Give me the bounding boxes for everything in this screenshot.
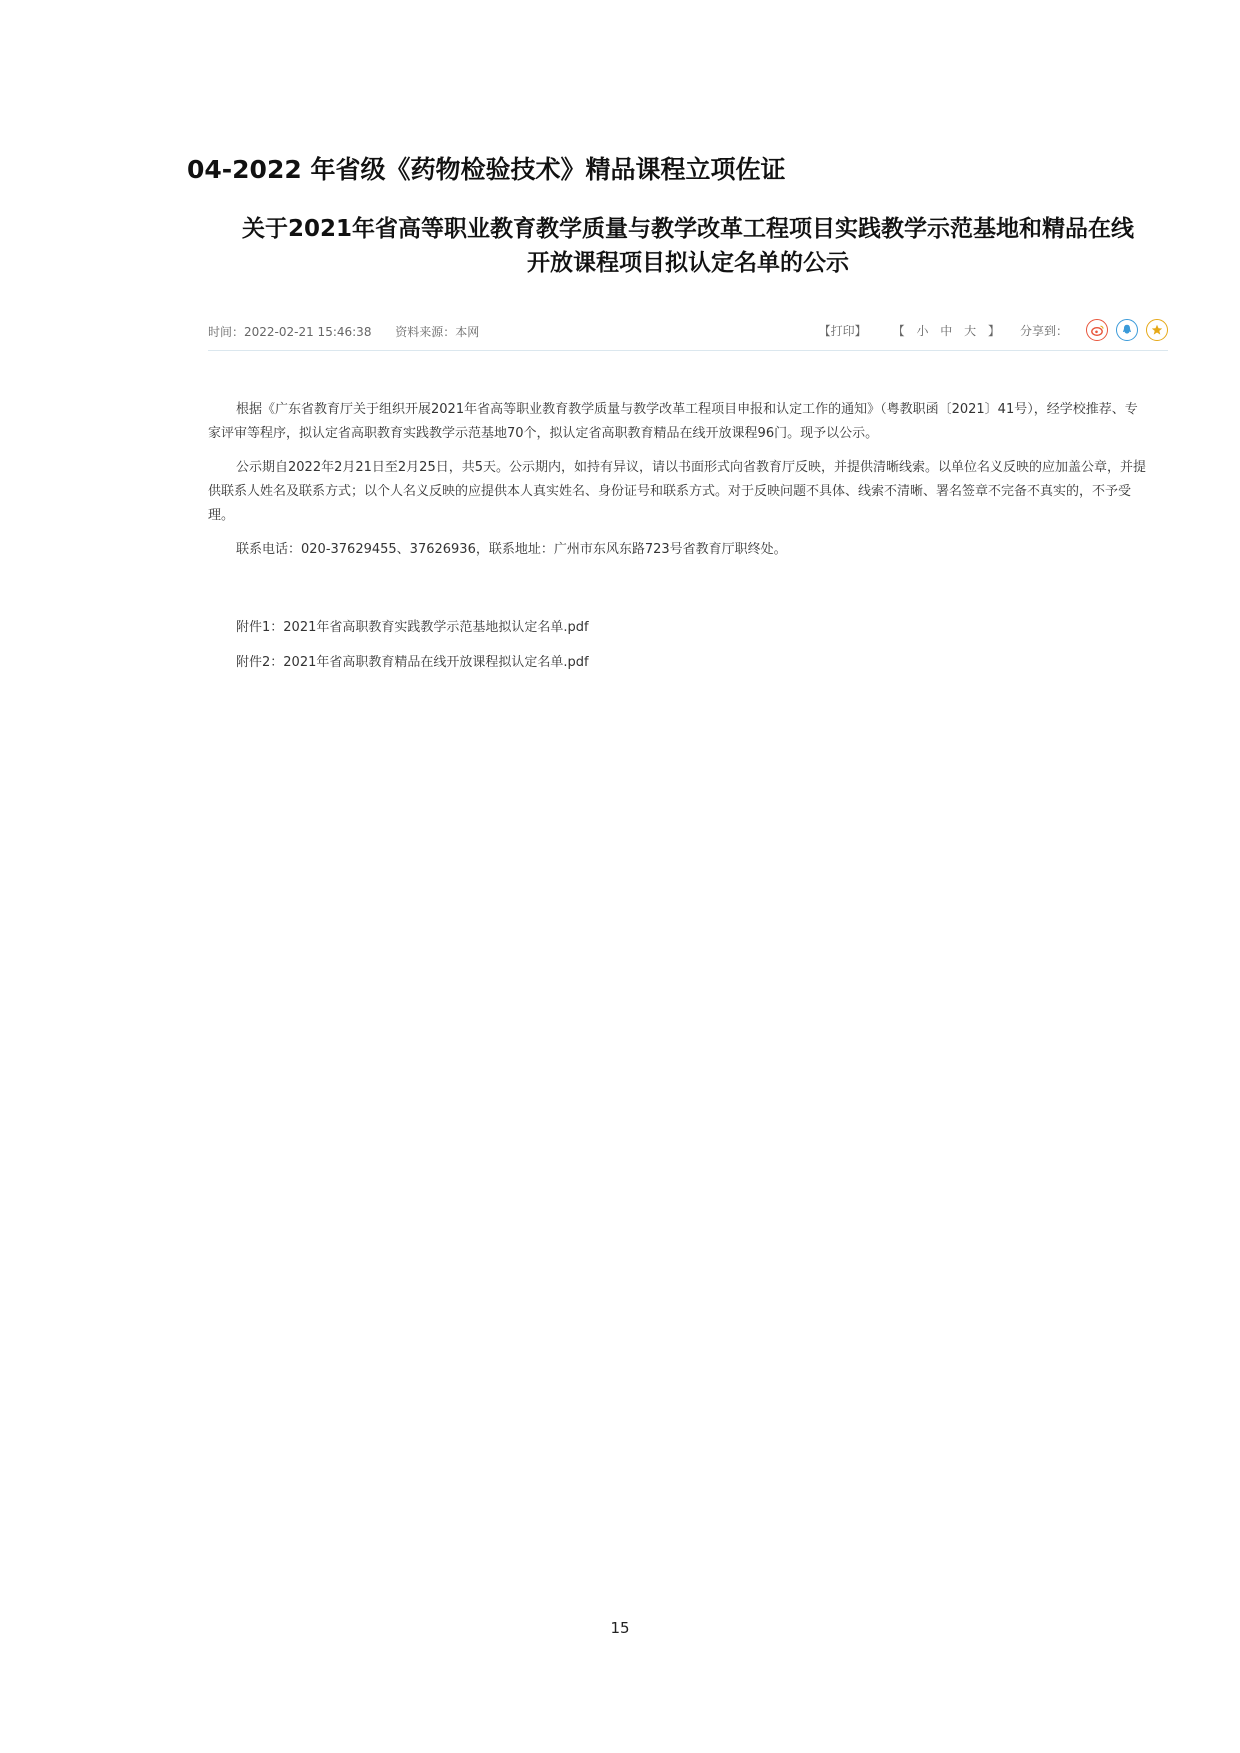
publish-time: 时间：2022-02-21 15:46:38 xyxy=(208,325,372,339)
size-bracket-close: 】 xyxy=(987,323,1000,338)
print-link[interactable]: 【打印】 xyxy=(818,323,867,338)
size-bracket-open: 【 xyxy=(892,323,905,338)
attachment-link-1[interactable]: 附件1：2021年省高职教育实践教学示范基地拟认定名单.pdf xyxy=(236,620,589,635)
attachment-link-2[interactable]: 附件2：2021年省高职教育精品在线开放课程拟认定名单.pdf xyxy=(236,655,589,670)
document-heading: 04-2022 年省级《药物检验技术》精品课程立项佐证 xyxy=(187,155,786,184)
weibo-icon[interactable] xyxy=(1086,319,1108,341)
body-paragraph-3: 联系电话：020-37629455、37626936，联系地址：广州市东风东路723号省教育厅职终处。 xyxy=(236,542,787,557)
body-paragraph-1: 根据《广东省教育厅关于组织开展2021年省高等职业教育教学质量与教学改革工程项目申报和认定工作的通知》（粤教职函〔2021〕41号），经学校推荐、专家评审等程序，拟认定省高职教育实践教学示范基地70个，拟认定省高职教育精品在线开放课程96门。现予以公示。 xyxy=(208,402,1138,441)
star-icon[interactable] xyxy=(1146,319,1168,341)
source-label: 资料来源：本网 xyxy=(395,325,480,339)
article-title xyxy=(208,212,1168,280)
article-title-line1: 关于2021年省高等职业教育教学质量与教学改革工程项目实践教学示范基地和精品在线 xyxy=(241,216,1134,242)
share-label: 分享到： xyxy=(1019,323,1068,338)
article-body xyxy=(208,398,1148,572)
meta-divider xyxy=(208,350,1168,351)
article-meta xyxy=(208,319,1168,343)
attachment-list xyxy=(236,616,589,686)
article-screenshot xyxy=(208,212,1168,682)
font-size-small-link[interactable]: 小 xyxy=(916,323,929,338)
font-size-large-link[interactable]: 大 xyxy=(964,323,977,338)
article-title-line2: 开放课程项目拟认定名单的公示 xyxy=(527,250,849,276)
meta-actions xyxy=(819,319,1168,341)
font-size-medium-link[interactable]: 中 xyxy=(940,323,953,338)
body-paragraph-2: 公示期自2022年2月21日至2月25日，共5天。公示期内，如持有异议，请以书面形式向省教育厅反映，并提供清晰线索。以单位名义反映的应加盖公章，并提供联系人姓名及联系方式；以个人名义反映的应提供本人真实姓名、身份证号和联系方式。对于反映问题不具体、线索不清晰、署名签章不完备不真实的，不予受理。 xyxy=(208,460,1146,523)
qq-icon[interactable] xyxy=(1116,319,1138,341)
meta-info xyxy=(208,323,479,340)
font-size-selector xyxy=(889,322,1004,339)
page-number: 15 xyxy=(610,1619,630,1637)
